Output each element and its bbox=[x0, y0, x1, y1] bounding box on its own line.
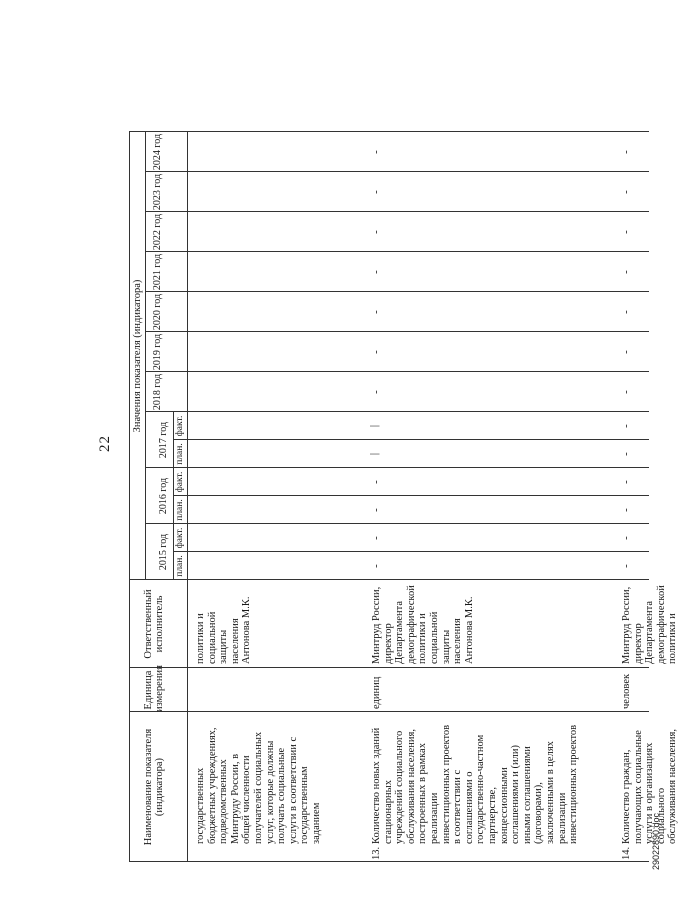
row-value: - bbox=[370, 150, 382, 154]
row-executor: политики и социальной защиты населения Антонова М.К. bbox=[195, 596, 253, 664]
column-divider bbox=[129, 667, 649, 668]
row-value: - bbox=[370, 390, 382, 394]
year-header: 2024 год bbox=[152, 133, 163, 171]
row-number: 14. bbox=[621, 846, 632, 860]
column-header-name: Наименование показателя (индикатора) bbox=[143, 728, 165, 846]
year-header: 2019 год bbox=[152, 333, 163, 371]
row-number: 13. bbox=[371, 846, 382, 860]
plan-header: план. bbox=[175, 443, 185, 465]
column-header-unit: Единица измерения bbox=[143, 665, 165, 712]
row-value: - bbox=[620, 480, 632, 484]
row-value: - bbox=[620, 564, 632, 568]
column-header-executor: Ответственный исполнитель bbox=[143, 589, 165, 659]
year-header: 2017 год bbox=[158, 421, 169, 459]
year-column-divider bbox=[145, 411, 649, 412]
row-value: - bbox=[620, 150, 632, 154]
row-value: - bbox=[370, 480, 382, 484]
year-column-divider bbox=[145, 371, 649, 372]
year-column-divider bbox=[145, 211, 649, 212]
year-column-divider bbox=[145, 291, 649, 292]
year-column-divider bbox=[145, 171, 649, 172]
values-title-border bbox=[145, 132, 146, 580]
year-header: 2018 год bbox=[152, 373, 163, 411]
plan-header: план. bbox=[175, 555, 185, 577]
row-value: - bbox=[370, 310, 382, 314]
row-value: - bbox=[620, 390, 632, 394]
page-number: 22 bbox=[97, 435, 113, 452]
row-value: - bbox=[620, 424, 632, 428]
row-value: | bbox=[368, 452, 380, 456]
year-header: 2016 год bbox=[158, 477, 169, 515]
year-header: 2021 год bbox=[152, 253, 163, 291]
fact-header: факт. bbox=[175, 415, 185, 437]
row-value: | bbox=[368, 424, 380, 428]
row-value: - bbox=[620, 536, 632, 540]
row-executor: Минтруд России, директор Департамента демографической политики и социальной защиты населения Антонова М.К. bbox=[371, 585, 475, 664]
row-value: - bbox=[620, 350, 632, 354]
year-column-divider bbox=[145, 331, 649, 332]
row-value: - bbox=[370, 536, 382, 540]
row-value: - bbox=[620, 270, 632, 274]
year-column-divider bbox=[145, 467, 649, 468]
fact-header: факт. bbox=[175, 471, 185, 493]
row-value: - bbox=[370, 270, 382, 274]
year-column-divider bbox=[145, 523, 649, 524]
row-value: - bbox=[620, 508, 632, 512]
row-indicator-name: Количество граждан, получающих социальные услуги в организациях социального обслуживания населения, bbox=[621, 729, 679, 844]
year-header: 2023 год bbox=[152, 173, 163, 211]
row-value: - bbox=[620, 190, 632, 194]
plan-fact-divider bbox=[173, 439, 649, 440]
row-value: - bbox=[620, 310, 632, 314]
row-unit: единиц bbox=[371, 676, 382, 709]
plan-header: план. bbox=[175, 499, 185, 521]
row-value: - bbox=[370, 230, 382, 234]
row-value: - bbox=[370, 190, 382, 194]
row-indicator-name: Количество новых зданий стационарных учреждений социального обслуживания населения, построенных в рамках реализации инвестиционных проектов в соответствии с соглашениями о государственно-частном партнерстве, концессионными соглашениями и (или) иными соглашениями (договорами), заключенными в целях реализации инвестиционных проектов bbox=[371, 724, 580, 844]
row-value: - bbox=[620, 452, 632, 456]
year-column-divider bbox=[145, 579, 649, 580]
header-bottom-border bbox=[187, 132, 188, 862]
table-right-border bbox=[129, 131, 649, 132]
column-divider bbox=[129, 711, 649, 712]
row-value: - bbox=[620, 230, 632, 234]
year-header: 2020 год bbox=[152, 293, 163, 331]
fact-header: факт. bbox=[175, 527, 185, 549]
row-indicator-name: государственных бюджетных учреждениях, подведомственных Минтруду России, в общей численности получателей социальных услуг, которые должны получать социальные услуги в соответствии с государственным заданием bbox=[195, 727, 322, 844]
table-top-border bbox=[129, 132, 130, 862]
row-value: - bbox=[370, 350, 382, 354]
year-header: 2015 год bbox=[158, 533, 169, 571]
row-value: - bbox=[370, 564, 382, 568]
column-header-values: Значения показателя (индикатора) bbox=[132, 279, 143, 433]
plan-fact-divider bbox=[173, 495, 649, 496]
year-header: 2022 год bbox=[152, 213, 163, 251]
rotated-table-sheet bbox=[97, 12, 679, 872]
file-name-footer: 29022890.doc bbox=[651, 812, 661, 870]
column-divider bbox=[129, 861, 649, 862]
row-executor: Минтруд России, директор Департамента демографической политики и bbox=[621, 585, 679, 664]
row-value: - bbox=[370, 508, 382, 512]
row-unit: человек bbox=[621, 673, 632, 709]
year-column-divider bbox=[145, 251, 649, 252]
plan-fact-divider bbox=[173, 551, 649, 552]
